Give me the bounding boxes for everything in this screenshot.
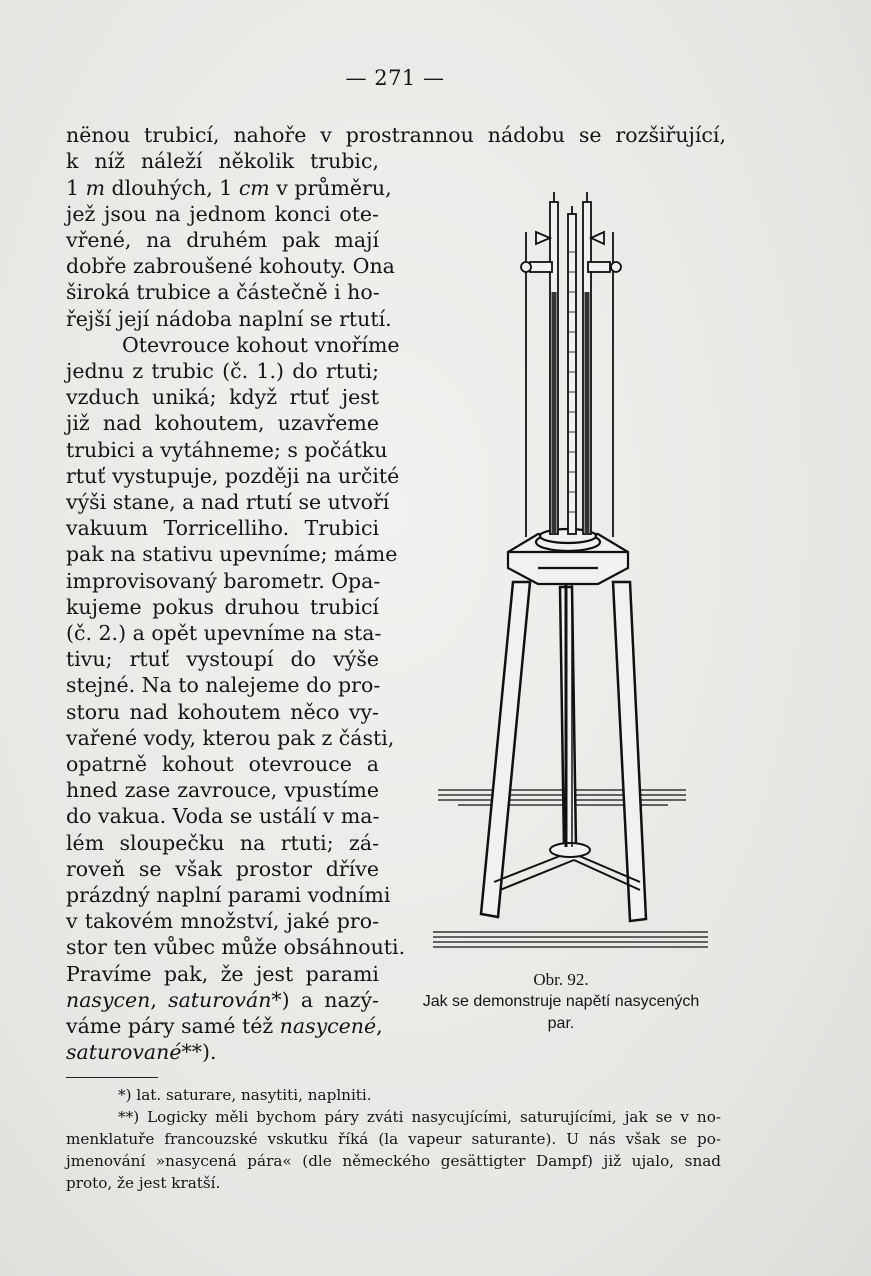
footnote-2-line: menklatuře francouzské vskutku říká (la vapeur saturante). U nás však se po-: [66, 1130, 721, 1148]
body-line: (č. 2.) a opět upevníme na sta-: [66, 621, 382, 645]
body-line: 1 m dlouhých, 1 cm v průměru,: [66, 176, 392, 200]
body-line: storu nad kohoutem něco vy-: [66, 700, 379, 724]
body-line: Otevrouce kohout vnoříme: [122, 333, 400, 357]
body-line: stor ten vůbec může obsáhnouti.: [66, 935, 406, 959]
body-line: saturované**).: [66, 1040, 217, 1064]
body-line: kujeme pokus druhou trubicí: [66, 595, 379, 619]
footnote-2-line: **) Logicky měli bychom páry zváti nasycujícími, saturujícími, jak se v no-: [118, 1108, 721, 1126]
body-line: dobře zabroušené kohouty. Ona: [66, 254, 395, 278]
body-line: již nad kohoutem, uzavřeme: [66, 411, 379, 435]
body-line: roveň se však prostor dříve: [66, 857, 379, 881]
footnote-divider: [66, 1077, 158, 1078]
tripod-platform: [508, 529, 628, 584]
body-line: tivu; rtuť vystoupí do výše: [66, 647, 379, 671]
body-line: jež jsou na jednom konci ote-: [66, 202, 379, 226]
figure-caption-line: par.: [547, 1015, 575, 1032]
body-line: vřené, na druhém pak mají: [66, 228, 379, 252]
body-line: Pravíme pak, že jest parami: [66, 962, 379, 986]
body-line: váme páry samé též nasycené,: [66, 1014, 383, 1038]
body-line: improvisovaný barometr. Opa-: [66, 569, 381, 593]
body-line: v takovém množství, jaké pro-: [66, 909, 379, 933]
tripod-legs: [481, 582, 646, 921]
body-line: vařené vody, kterou pak z části,: [66, 726, 395, 750]
body-line: k níž náleží několik trubic,: [66, 149, 379, 173]
tripod-brace: [494, 843, 640, 890]
body-line: prázdný naplní parami vodními: [66, 883, 391, 907]
body-line: jednu z trubic (č. 1.) do rtuti;: [66, 359, 379, 383]
body-line: rtuť vystupuje, později na určité: [66, 464, 400, 488]
figure-label: Obr. 92.: [533, 970, 589, 989]
figure-caption: [396, 991, 726, 1035]
body-line: nasycen, saturován*) a nazý-: [66, 988, 379, 1012]
body-line: vakuum Torricelliho. Trubici: [66, 516, 379, 540]
body-line: trubici a vytáhneme; s počátku: [66, 438, 388, 462]
body-line: do vakua. Voda se ustálí v ma-: [66, 804, 380, 828]
body-line: opatrně kohout otevrouce a: [66, 752, 379, 776]
apparatus-illustration: [418, 192, 718, 962]
body-line: hned zase zavrouce, vpustíme: [66, 778, 379, 802]
body-line: stejné. Na to nalejeme do pro-: [66, 673, 381, 697]
body-line: lém sloupečku na rtuti; zá-: [66, 831, 379, 855]
footnote-2-line: jmenování »nasycená pára« (dle německého gesättigter Dampf) již ujalo, snad: [66, 1152, 721, 1170]
figure-caption-line: Jak se demonstruje napětí nasycených: [422, 993, 700, 1010]
body-line: vzduch uniká; když rtuť jest: [66, 385, 379, 409]
body-line: řejší její nádoba naplní se rtutí.: [66, 307, 392, 331]
body-line: široká trubice a částečně i ho-: [66, 280, 380, 304]
footnote-1: *) lat. saturare, nasytiti, naplniti.: [118, 1086, 372, 1104]
footnote-2-line: proto, že jest kratší.: [66, 1174, 221, 1192]
page-number: — 271 —: [345, 66, 445, 90]
body-line: pak na stativu upevníme; máme: [66, 542, 398, 566]
body-line: nënou trubicí, nahoře v prostrannou nádobu se rozšiřující,: [66, 123, 726, 147]
body-line: výši stane, a nad rtutí se utvoří: [66, 490, 390, 514]
